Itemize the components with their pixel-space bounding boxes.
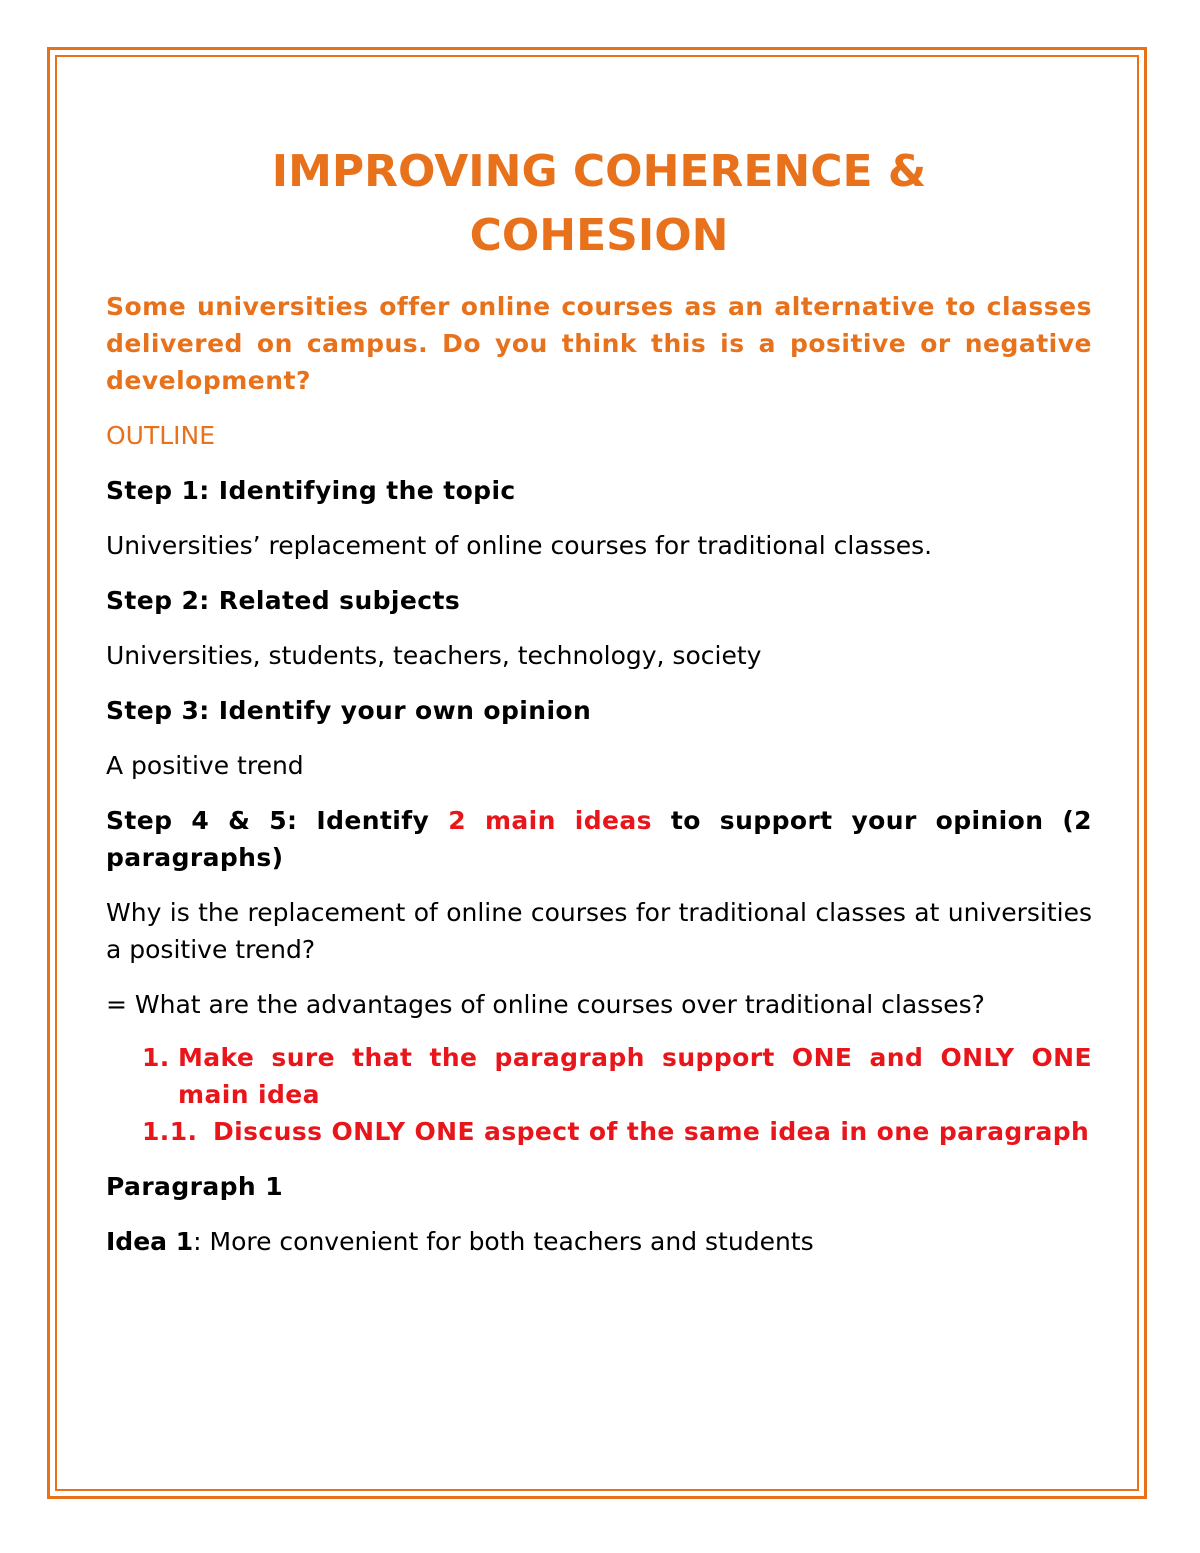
rule-number: 1. xyxy=(142,1043,170,1072)
rules-list xyxy=(106,1039,1092,1150)
step-1-heading: Step 1: Identifying the topic xyxy=(106,476,516,505)
title-line-1: IMPROVING COHERENCE & xyxy=(271,146,927,197)
step-2-heading: Step 2: Related subjects xyxy=(106,586,461,615)
step-4-5-heading-pre: Step 4 & 5: Identify xyxy=(106,806,449,835)
document-title xyxy=(106,140,1092,268)
step-1-text: Universities’ replacement of online courses for traditional classes. xyxy=(106,531,933,560)
step-2-text: Universities, students, teachers, technology, society xyxy=(106,641,762,670)
step-3-text: A positive trend xyxy=(106,751,304,780)
rule-text: Make sure that the paragraph support ONE and ONLY ONE main idea xyxy=(178,1043,1092,1109)
title-line-2: COHESION xyxy=(469,210,729,261)
rule-text: Discuss ONLY ONE aspect of the same idea in one paragraph xyxy=(213,1117,1090,1146)
step-4-5-heading-post: to support your opinion (2 paragraphs) xyxy=(106,806,1092,872)
step-4-5-question: Why is the replacement of online courses for traditional classes at universities a positive trend? xyxy=(106,898,1092,964)
rule-item xyxy=(106,1113,1092,1150)
idea-1-text: : More convenient for both teachers and students xyxy=(193,1227,814,1256)
step-3-heading: Step 3: Identify your own opinion xyxy=(106,696,592,725)
rule-number: 1.1. xyxy=(142,1117,198,1146)
step-4-5-restated: = What are the advantages of online courses over traditional classes? xyxy=(106,990,985,1019)
step-4-5-heading xyxy=(106,802,1092,876)
idea-1-label: Idea 1 xyxy=(106,1227,194,1256)
main-ideas-highlight: 2 main ideas xyxy=(448,806,652,835)
paragraph-1-heading: Paragraph 1 xyxy=(106,1172,284,1201)
idea-1-line xyxy=(106,1223,1092,1260)
essay-prompt: Some universities offer online courses as an alternative to classes delivered on campus. Do you think this is a positive or negative development? xyxy=(106,292,1092,395)
document-body xyxy=(106,140,1092,1260)
rule-item xyxy=(106,1039,1092,1113)
outline-label: OUTLINE xyxy=(106,421,216,450)
